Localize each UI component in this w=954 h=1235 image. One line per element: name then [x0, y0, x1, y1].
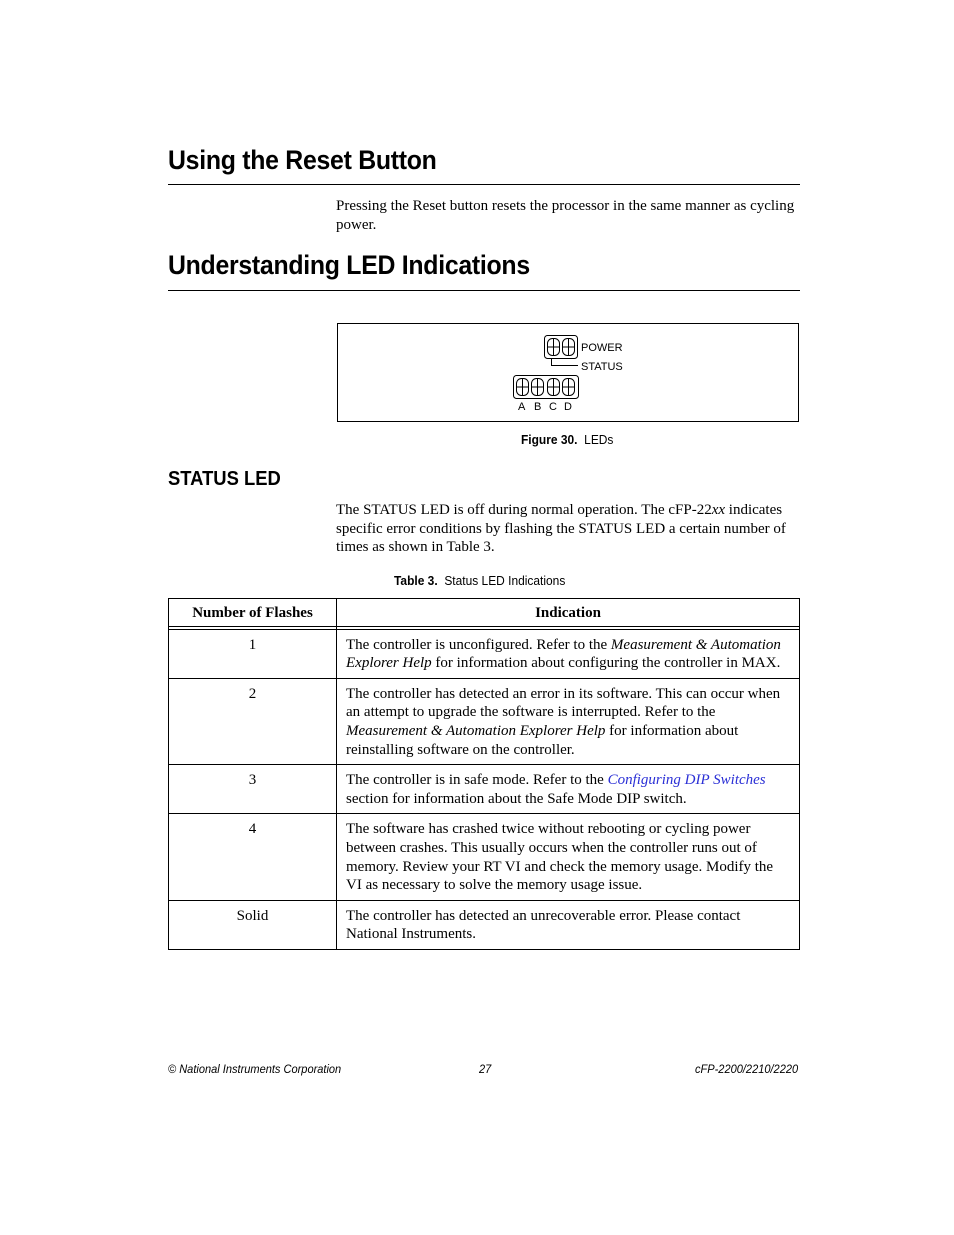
figure-caption [521, 432, 613, 447]
indication-cell: The controller is unconfigured. Refer to the Measurement & Automation Explorer Help for information about configuring the controller in MAX. [337, 629, 800, 678]
footer-copyright: © National Instruments Corporation [168, 1062, 342, 1076]
table-row [169, 629, 800, 678]
abcd-led-group [514, 376, 579, 399]
flashes-cell: Solid [169, 900, 337, 949]
figure-caption-text: LEDs [584, 432, 614, 447]
status-led-paragraph: The STATUS LED is off during normal operation. The cFP-22xx indicates specific error conditions by flashing the STATUS LED a certain number of times as shown in Table 3. [336, 502, 786, 556]
status-label: STATUS [581, 361, 623, 373]
indication-cell: The software has crashed twice without rebooting or cycling power between crashes. This usually occurs when the controller runs out of memory. Review your RT VI and check the memory usage. Modify the VI as necessary to solve the memory usage issue. [337, 814, 800, 900]
led-figure [337, 323, 799, 422]
table-header-row [169, 599, 800, 627]
configuring-dip-switches-link[interactable]: Configuring DIP Switches [607, 772, 766, 789]
flashes-cell: 4 [169, 814, 337, 900]
figure-caption-label: Figure 30. [521, 432, 578, 447]
indication-cell: The controller has detected an error in its software. This can occur when an attempt to upgrade the software is interrupted. Refer to the Measurement & Automation Explorer Help for information about reinstalling software on the controller. [337, 678, 800, 764]
footer-page-number: 27 [479, 1062, 492, 1076]
table-row [169, 900, 800, 949]
status-led-heading: STATUS LED [168, 468, 281, 490]
table-row [169, 765, 800, 814]
indication-cell: The controller is in safe mode. Refer to the Configuring DIP Switches section for information about the Safe Mode DIP switch. [337, 765, 800, 814]
flashes-cell: 3 [169, 765, 337, 814]
led-diagram [338, 324, 798, 421]
table-row [169, 814, 800, 900]
section-title-reset-button: Using the Reset Button [168, 145, 437, 175]
flashes-cell: 1 [169, 629, 337, 678]
flashes-cell: 2 [169, 678, 337, 764]
table-row [169, 678, 800, 764]
reset-button-paragraph: Pressing the Reset button resets the processor in the same manner as cycling power. [336, 198, 795, 233]
power-status-led-group [545, 336, 578, 359]
led-label-b: B [534, 401, 542, 413]
section-title-led-indications: Understanding LED Indications [168, 250, 530, 280]
header-number-of-flashes: Number of Flashes [169, 599, 337, 627]
header-indication: Indication [337, 599, 800, 627]
led-label-c: C [549, 401, 557, 413]
section-rule [168, 184, 800, 185]
led-label-d: D [564, 401, 572, 413]
table-caption [394, 573, 565, 588]
footer-product: cFP-2200/2210/2220 [695, 1062, 799, 1076]
power-label: POWER [581, 342, 623, 354]
table-caption-text: Status LED Indications [444, 573, 566, 588]
indication-cell: The controller has detected an unrecoverable error. Please contact National Instruments. [337, 900, 800, 949]
section-rule [168, 290, 800, 291]
status-led-table [168, 598, 800, 950]
table-caption-label: Table 3. [394, 573, 438, 588]
led-label-a: A [518, 401, 526, 413]
